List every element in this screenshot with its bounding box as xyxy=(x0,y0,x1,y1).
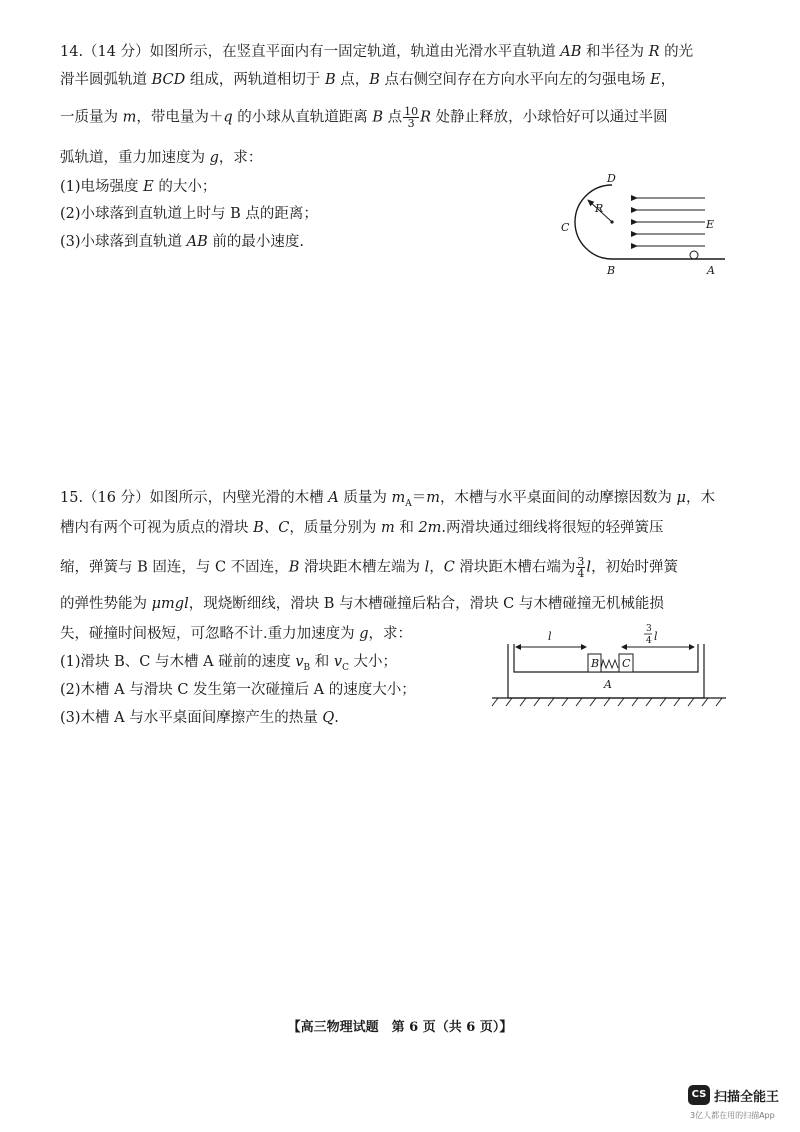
q14-var: E xyxy=(650,72,661,88)
q15-text: 的弹性势能为 xyxy=(60,596,152,612)
q14-text: 点 xyxy=(383,109,403,126)
q15-text: .两滑块通过细线将很短的轻弹簧压 xyxy=(441,520,664,536)
q14-var: E xyxy=(143,179,154,195)
label-A: A xyxy=(604,678,612,691)
q15-text: 滑块距木槽右端为 xyxy=(454,559,576,576)
q15-var: g xyxy=(359,626,369,642)
camscanner-logo-icon: CS xyxy=(688,1085,710,1105)
q15-var: A xyxy=(328,490,339,506)
q14-text: (2)小球落到直轨道上时与 B 点的距离； xyxy=(60,206,318,222)
q14-var: q xyxy=(223,109,233,126)
q15-text: (3)木槽 A 与水平桌面间摩擦产生的热量 xyxy=(60,710,323,726)
q15-text: 槽内有两个可视为质点的滑块 xyxy=(60,520,254,536)
q15-var: l xyxy=(586,559,592,576)
label-C: C xyxy=(622,657,631,670)
q15-var: m xyxy=(391,490,406,506)
fraction-numerator: 3 xyxy=(577,555,585,568)
q15-line-3 xyxy=(60,556,678,579)
q14-line-3 xyxy=(60,106,668,129)
q14-var: BCD xyxy=(151,72,186,88)
q15-text: ，初始时弹簧 xyxy=(591,559,679,576)
q15-subscript: C xyxy=(342,662,349,673)
q15-var: 2m xyxy=(418,520,442,536)
q15-sub-2 xyxy=(60,680,416,700)
q14-var: AB xyxy=(560,44,582,60)
label-frac-num: 3 xyxy=(646,624,652,634)
q14-var: m xyxy=(122,109,137,126)
q15-var: m xyxy=(380,520,395,536)
q14-text: 处静止释放，小球恰好可以通过半圆 xyxy=(431,109,668,126)
q15-line-2 xyxy=(60,518,664,538)
q14-text: (1)电场强度 xyxy=(60,179,144,195)
label-A: A xyxy=(707,264,715,277)
scanner-watermark xyxy=(688,1085,793,1125)
q14-text: ， xyxy=(660,72,676,88)
watermark-tagline: 3亿人都在用的扫描App xyxy=(690,1111,775,1120)
q14-line-2 xyxy=(60,70,675,90)
q15-subscript: A xyxy=(405,498,412,509)
q15-line-1 xyxy=(60,488,715,514)
fraction-denominator: 3 xyxy=(407,117,415,130)
q14-text: 的光 xyxy=(659,44,694,60)
q15-var: l xyxy=(424,559,430,576)
q14-figure xyxy=(555,170,735,280)
q15-text: ，现烧断细线，滑块 B 与木槽碰撞后粘合，滑块 C 与木槽碰撞无机械能损 xyxy=(188,596,664,612)
q15-text: ＝ xyxy=(411,490,427,506)
q14-var: R xyxy=(420,109,432,126)
q15-text: ，质量分别为 xyxy=(289,520,381,536)
q15-text: 滑块距木槽左端为 xyxy=(299,559,425,576)
ground-hatch xyxy=(492,698,722,706)
q14-sub-1 xyxy=(60,177,216,197)
q14-fraction xyxy=(403,106,419,129)
q15-line-5 xyxy=(60,624,412,644)
q14-var: AB xyxy=(186,234,208,250)
q15-sub-1 xyxy=(60,652,397,678)
fraction-denominator: 4 xyxy=(577,567,585,580)
label-l: l xyxy=(548,630,552,643)
q14-sub-3 xyxy=(60,232,304,252)
q15-fraction xyxy=(576,556,585,579)
label-frac-den: 4 xyxy=(646,636,652,646)
label-R: R xyxy=(595,202,604,215)
q15-var: v xyxy=(333,654,343,670)
q15-text: (2)木槽 A 与滑块 C 发生第一次碰撞后 A 的速度大小； xyxy=(60,682,416,698)
q15-var: B、C xyxy=(253,520,290,536)
q14-var: R xyxy=(648,44,660,60)
q15-text: (1)滑块 B、C 与木槽 A 碰前的速度 xyxy=(60,654,296,670)
q15-text: ， xyxy=(429,559,444,576)
q15-text: ，木 xyxy=(685,490,715,506)
label-D: D xyxy=(607,172,616,185)
q14-sub-2 xyxy=(60,204,318,224)
center-dot xyxy=(610,220,613,223)
ball xyxy=(690,251,698,259)
q14-line-1 xyxy=(60,42,693,62)
q14-text: ，求： xyxy=(218,150,263,166)
q15-var: m xyxy=(426,490,440,506)
q15-text: ，求： xyxy=(368,626,413,642)
q14-text: 前的最小速度. xyxy=(207,234,305,250)
q15-var: μ xyxy=(676,490,686,506)
q15-text: ，木槽与水平桌面间的动摩擦因数为 xyxy=(439,490,677,506)
q15-subscript: B xyxy=(303,662,311,673)
label-C: C xyxy=(561,221,570,234)
fraction-numerator: 10 xyxy=(404,105,419,118)
spring xyxy=(601,660,618,668)
q14-text: 和半径为 xyxy=(581,44,649,60)
q15-text: 大小； xyxy=(348,654,398,670)
label-B: B xyxy=(607,264,616,277)
q15-var: Q xyxy=(322,710,335,726)
q15-text: 缩，弹簧与 B 固连，与 C 不固连， xyxy=(60,559,289,576)
q14-text: ，带电量为＋ xyxy=(136,109,224,126)
q15-figure xyxy=(490,622,730,712)
q14-text: 的小球从直轨道距离 xyxy=(232,109,373,126)
q15-text: 15.（16 分）如图所示，内壁光滑的木槽 xyxy=(60,490,329,506)
q14-text: 14.（14 分）如图所示，在竖直平面内有一固定轨道，轨道由光滑水平直轨道 xyxy=(60,44,561,60)
page-footer: 【高三物理试题 第 6 页（共 6 页）】 xyxy=(287,1020,513,1035)
q15-var: v xyxy=(295,654,304,670)
q14-text: 组成，两轨道相切于 xyxy=(185,72,325,88)
label-E: E xyxy=(706,218,715,231)
q14-line-4 xyxy=(60,148,262,168)
label-B: B xyxy=(591,657,600,670)
q14-text: 一质量为 xyxy=(60,109,123,126)
q14-text: 的大小； xyxy=(153,179,217,195)
q14-var: g xyxy=(209,150,219,166)
q14-text: 点右侧空间存在方向水平向左的匀强电场 xyxy=(379,72,651,88)
watermark-app-name: 扫描全能王 xyxy=(714,1090,780,1105)
q14-text: 滑半圆弧轨道 xyxy=(60,72,152,88)
q14-var: B xyxy=(369,72,380,88)
q15-sub-3 xyxy=(60,708,339,728)
q15-text: 和 xyxy=(310,654,334,670)
q14-var: B xyxy=(372,109,384,126)
semicircle-track xyxy=(575,185,612,259)
q14-text: 点， xyxy=(335,72,370,88)
q15-var: C xyxy=(443,559,455,576)
q15-text: 失，碰撞时间极短，可忽略不计.重力加速度为 xyxy=(60,626,360,642)
q14-text: 弧轨道，重力加速度为 xyxy=(60,150,210,166)
q15-text: . xyxy=(334,710,339,726)
q14-text: (3)小球落到直轨道 xyxy=(60,234,187,250)
label-l-2: l xyxy=(654,630,658,643)
q15-var: μmgl xyxy=(151,596,189,612)
q15-text: 质量为 xyxy=(338,490,392,506)
q15-var: B xyxy=(288,559,300,576)
q15-text: 和 xyxy=(394,520,419,536)
q14-var: B xyxy=(324,72,336,88)
q15-line-4 xyxy=(60,594,664,614)
